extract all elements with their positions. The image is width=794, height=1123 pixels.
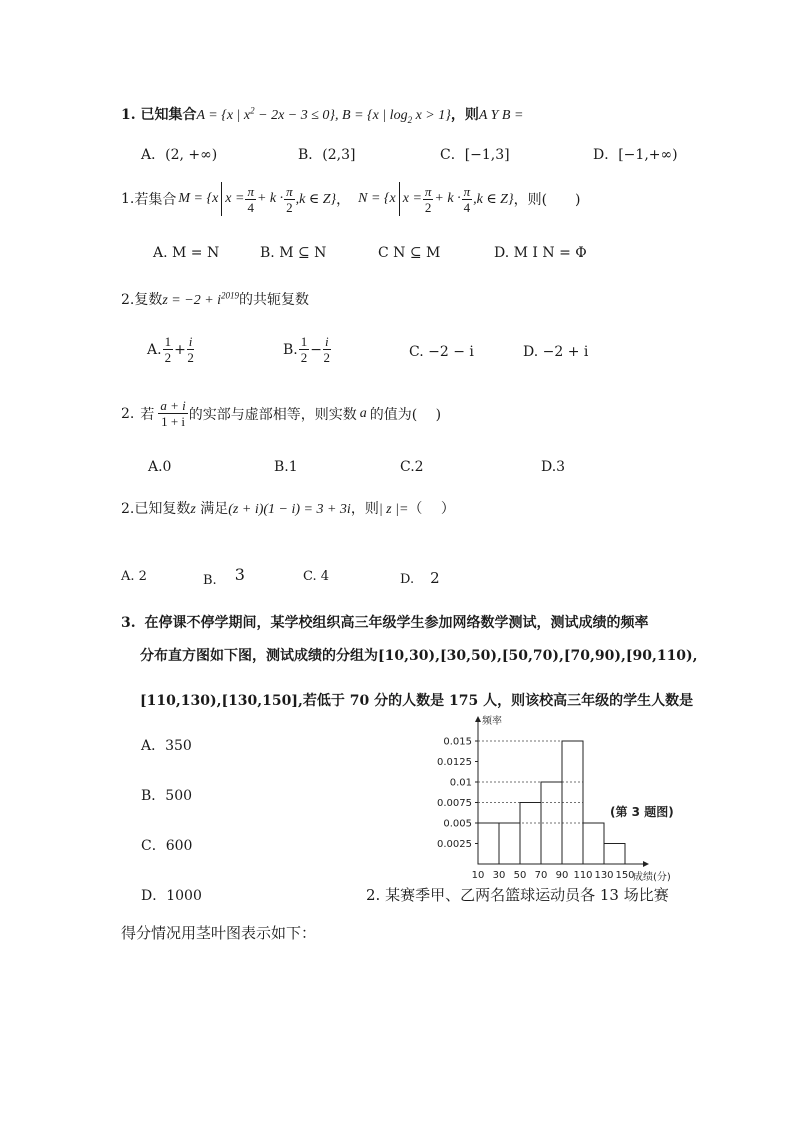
q2c-b-value: 3 bbox=[234, 565, 245, 584]
q1b-n-lhs: N = {x bbox=[358, 191, 396, 206]
q1b-n-frac2: $\frac{\pi}{4}$ bbox=[463, 183, 471, 215]
q2d-line2: 得分情况用茎叶图表示如下： bbox=[121, 924, 317, 942]
q1b-n-plusk: + k · bbox=[434, 191, 461, 206]
q1-prompt: 已知集合 bbox=[140, 107, 197, 123]
q1b-option-a: A. M = N bbox=[153, 245, 220, 261]
y-tick-label: 0.015 bbox=[443, 736, 472, 748]
q2c-cond: 满足 bbox=[200, 501, 229, 517]
y-axis-arrow bbox=[475, 716, 481, 722]
q2c-option-a: A. 2 bbox=[121, 569, 147, 584]
histogram-bar bbox=[583, 823, 604, 864]
x-tick-label: 70 bbox=[534, 870, 548, 881]
q2a-a-label: A. bbox=[147, 341, 162, 358]
q1b-sep: ， bbox=[336, 192, 351, 208]
q2a-option-d: D. −2 + i bbox=[523, 344, 589, 360]
q3-line3: [110,130),[130,150],若低于 70 分的人数是 175 人，则该校高三年级的学生人数是 bbox=[140, 693, 694, 709]
q2b-option-d: D.3 bbox=[541, 459, 566, 475]
x-tick-label: 30 bbox=[492, 870, 506, 881]
q1b-number: 1. bbox=[121, 191, 135, 207]
q1b-m-frac1: $\frac{\pi}{4}$ bbox=[247, 183, 254, 215]
histogram-bar bbox=[604, 844, 625, 865]
q2a-a-op: + bbox=[174, 341, 186, 358]
q2a-a-frac2: $\frac{i}{2}$ bbox=[187, 334, 194, 365]
q1-option-c: C．[−1,3] bbox=[440, 147, 510, 163]
q2a-prompt: 复数 bbox=[134, 292, 163, 308]
q1b-then: ，则( ) bbox=[513, 192, 581, 208]
q1b-m-bar bbox=[221, 182, 222, 216]
q3-option-a: A．350 bbox=[141, 738, 192, 754]
q1-expr: A Y B = bbox=[478, 108, 524, 123]
q2b-tail: 的实部与虚部相等，则实数 bbox=[188, 406, 357, 423]
q2b-prompt: 若 bbox=[140, 406, 155, 423]
q3-number: 3. bbox=[121, 615, 136, 631]
q1-set-a-rhs: − 2x − 3 ≤ 0}, B = {x | log bbox=[254, 108, 408, 123]
q2a-line bbox=[121, 289, 309, 309]
q2c-var: z bbox=[190, 502, 196, 517]
q2c-prompt: 已知复数 bbox=[134, 501, 191, 517]
q3-line2: 分布直方图如下图，测试成绩的分组为[10,30),[30,50),[50,70),[70,90),[90,110), bbox=[140, 648, 698, 664]
q2b-line bbox=[121, 398, 441, 429]
x-tick-label: 90 bbox=[555, 870, 569, 881]
q2a-option-c: C. −2 − i bbox=[409, 344, 474, 360]
q1b-option-c: C N ⊆ M bbox=[378, 245, 441, 261]
q1b-n-x: x = bbox=[402, 191, 422, 206]
y-tick-label: 0.0075 bbox=[437, 798, 472, 809]
q2a-a-frac1: $\frac{1}{2}$ bbox=[164, 334, 172, 365]
x-axis-label: 成绩(分) bbox=[633, 872, 671, 882]
q2c-eq: (z + i)(1 − i) = 3 + 3i bbox=[228, 502, 351, 517]
q1b-option-b: B. M ⊆ N bbox=[260, 245, 327, 261]
x-axis-arrow bbox=[643, 861, 649, 867]
q3-option-d: D．1000 bbox=[141, 888, 202, 904]
q1b-m-x: x = bbox=[225, 191, 245, 206]
chart-title: (第 3 题图) bbox=[610, 805, 674, 819]
histogram-chart bbox=[420, 708, 690, 882]
y-tick-label: 0.01 bbox=[449, 777, 472, 789]
q1-set-b-sub: 2 bbox=[407, 114, 413, 125]
q2c-paren: （ ） bbox=[408, 501, 455, 517]
q1b-m-k: ,k ∈ Z} bbox=[295, 191, 337, 207]
x-tick-label: 50 bbox=[513, 870, 527, 881]
q1-option-b: B．(2,3] bbox=[298, 147, 356, 163]
q2d-line1: 2. 某赛季甲、乙两名篮球运动员各 13 场比赛 bbox=[366, 886, 669, 904]
y-tick-label: 0.0125 bbox=[437, 757, 472, 768]
q1-number: 1. bbox=[121, 107, 136, 123]
q1-set-a-sup: 2 bbox=[250, 105, 255, 116]
q1-option-d: D．[−1,+∞) bbox=[593, 147, 678, 163]
q2b-option-b: B.1 bbox=[274, 459, 298, 475]
q1b-m-lhs: M = {x bbox=[178, 191, 219, 206]
q2c-number: 2. bbox=[121, 501, 135, 517]
x-tick-label: 130 bbox=[594, 870, 614, 881]
q1b-m-plusk: + k · bbox=[256, 191, 284, 206]
q1b-n-bar bbox=[399, 182, 400, 216]
histogram-bar bbox=[499, 823, 520, 864]
q2b-option-c: C.2 bbox=[400, 459, 424, 475]
q2b-number: 2. bbox=[121, 405, 135, 422]
q2b-tail2: 的值为( ) bbox=[369, 406, 442, 423]
q1-line bbox=[121, 104, 523, 125]
q1b-n-k: ,k ∈ Z} bbox=[473, 191, 514, 207]
q2a-b-label: B. bbox=[283, 341, 298, 358]
q2b-var: a bbox=[359, 405, 367, 421]
q2c-d-value: 2 bbox=[430, 569, 440, 587]
q2b-option-a: A.0 bbox=[148, 459, 172, 475]
q1b-m-frac2: $\frac{\pi}{2}$ bbox=[286, 183, 293, 215]
q2c-option-c: C. 4 bbox=[303, 569, 330, 584]
y-tick-label: 0.0025 bbox=[437, 839, 472, 850]
x-tick-label: 10 bbox=[471, 870, 485, 881]
q1b-line bbox=[121, 180, 581, 218]
x-tick-label: 110 bbox=[573, 870, 593, 881]
q2b-frac: $\frac{a + i}{1 + i}$ bbox=[160, 398, 186, 429]
q2c-option-d: D. 2 bbox=[400, 569, 440, 587]
q2a-tail: 的共轭复数 bbox=[239, 292, 310, 308]
histogram-bar bbox=[520, 803, 541, 865]
q2a-option-a bbox=[147, 334, 195, 365]
histogram-bar bbox=[478, 823, 499, 864]
y-axis-label: 频率 bbox=[482, 716, 502, 727]
q2a-b-op: − bbox=[310, 341, 322, 358]
q2a-option-b bbox=[283, 334, 332, 365]
q2a-expr: z = −2 + i bbox=[162, 293, 222, 308]
q1-option-a: A．(2, +∞) bbox=[141, 147, 218, 163]
q1-ask: ，则 bbox=[450, 107, 479, 123]
q2a-b-frac1: $\frac{1}{2}$ bbox=[300, 334, 308, 365]
q1b-option-d: D. M I N = Φ bbox=[494, 245, 587, 261]
q2c-line bbox=[121, 498, 455, 518]
q2c-option-b: B. 3 bbox=[203, 565, 245, 588]
q2a-sup: 2019 bbox=[221, 290, 240, 301]
q1b-n-frac1: $\frac{\pi}{2}$ bbox=[424, 183, 432, 215]
q3-line1 bbox=[121, 612, 649, 632]
x-tick-label: 150 bbox=[615, 870, 635, 881]
q1-set-a-lhs: A = {x | x bbox=[196, 108, 251, 123]
q3-option-c: C．600 bbox=[141, 838, 193, 854]
q3-option-b: B．500 bbox=[141, 788, 193, 804]
q1-set-b-rhs: x > 1} bbox=[412, 108, 451, 123]
q2c-then: ，则 bbox=[350, 501, 379, 517]
q1b-prompt: 若集合 bbox=[134, 192, 177, 208]
q2a-number: 2. bbox=[121, 292, 135, 308]
q2c-abs: | z |= bbox=[378, 502, 409, 517]
q2a-b-frac2: $\frac{i}{2}$ bbox=[323, 334, 331, 365]
y-tick-label: 0.005 bbox=[443, 818, 472, 830]
q3-text1: 在停课不停学期间，某学校组织高三年级学生参加网络数学测试，测试成绩的频率 bbox=[144, 615, 649, 631]
